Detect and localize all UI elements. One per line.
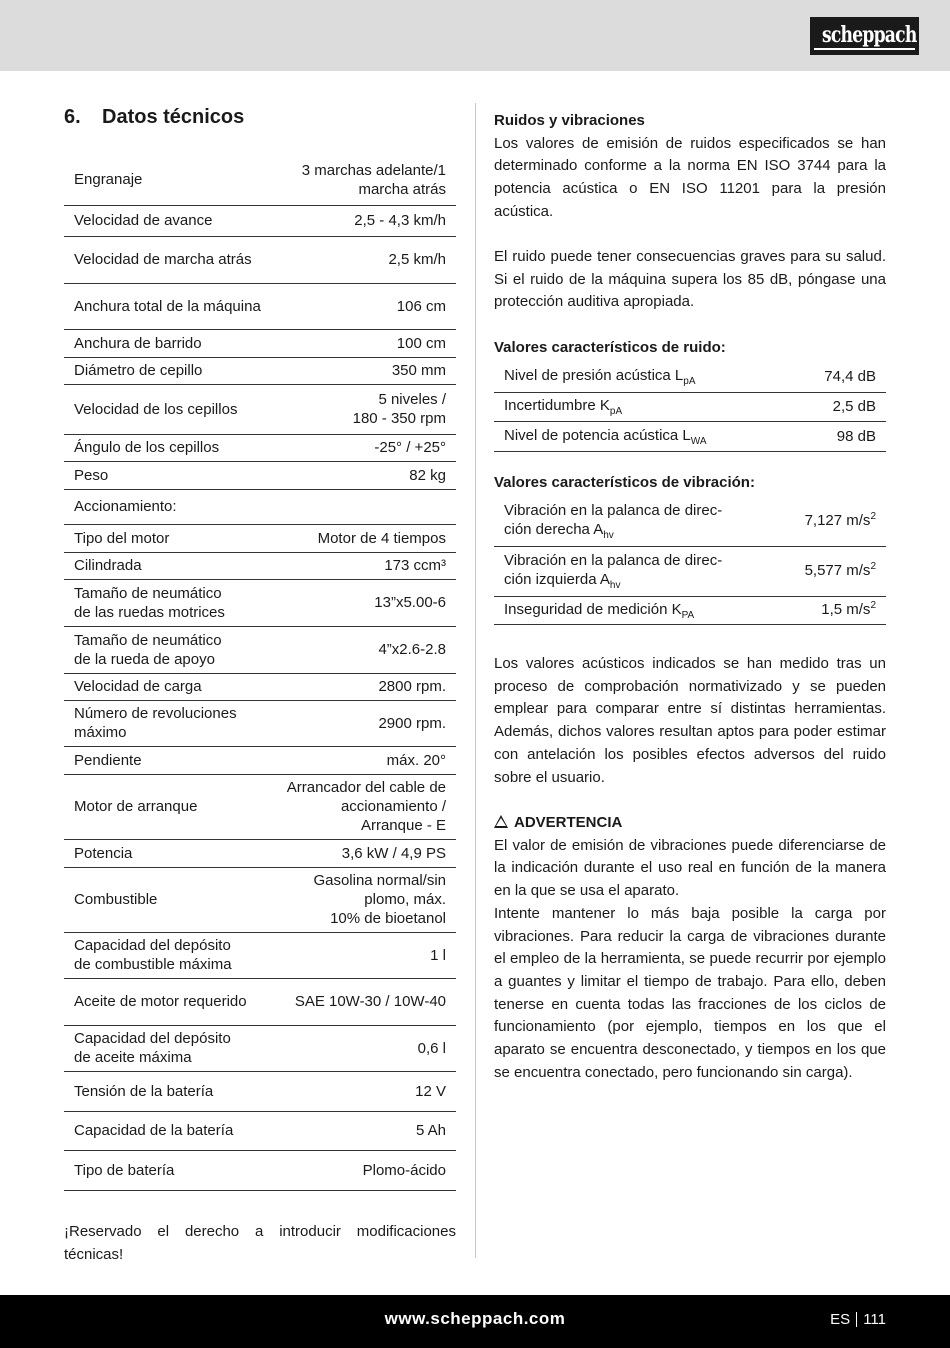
table-row [64, 774, 456, 839]
spec-label: Combustible [64, 867, 264, 932]
table-row [494, 392, 886, 421]
table-row [64, 357, 456, 384]
spec-label: Tipo de batería [64, 1150, 264, 1190]
table-row [64, 978, 456, 1025]
vibration-value-text: 1,5 m/s [821, 600, 871, 618]
spec-label: Potencia [64, 839, 264, 867]
spec-value: 12 V [264, 1071, 456, 1111]
spec-value [264, 384, 456, 434]
table-row [64, 461, 456, 489]
vibration-label-sub: PA [681, 609, 695, 621]
spec-label: Aceite de motor requerido [64, 978, 264, 1025]
spec-label: Tensión de la batería [64, 1071, 264, 1111]
spec-value: 2,5 km/h [264, 236, 456, 283]
spec-label: Velocidad de marcha atrás [64, 236, 264, 283]
noise-label-text: Nivel de presión acústica L [504, 366, 684, 384]
spec-label [64, 626, 264, 673]
table-row [64, 867, 456, 932]
noise-label-sub: pA [609, 406, 623, 417]
spec-value: 3 marchas adelante/1 marcha atrás [264, 155, 456, 205]
spec-label [64, 579, 264, 626]
spec-label: Anchura de barrido [64, 329, 264, 357]
spec-value: Plomo-ácido [264, 1150, 456, 1190]
footer-separator [856, 1312, 857, 1327]
section-number: 6. [64, 106, 81, 128]
spec-label [64, 932, 264, 978]
table-row [64, 236, 456, 283]
spec-value-line: plomo, máx. [364, 891, 446, 908]
table-row [64, 155, 456, 205]
spec-label: Ángulo de los cepillos [64, 434, 264, 461]
spec-value-line: 10% de bioetanol [330, 910, 446, 927]
vibration-label-line: Vibración en la palanca de direc- [504, 502, 723, 520]
table-row [64, 746, 456, 774]
spec-label: Velocidad de avance [64, 205, 264, 236]
spec-value [264, 489, 456, 524]
table-row [64, 489, 456, 524]
vibration-label [494, 596, 754, 624]
table-row [494, 546, 886, 596]
noise-value: 98 dB [754, 421, 886, 451]
table-row [64, 579, 456, 626]
spec-value: 2900 rpm. [264, 700, 456, 746]
vibration-label-sub: hv [603, 530, 614, 542]
table-row [494, 361, 886, 392]
spec-value-line: accionamiento / [340, 798, 446, 815]
noise-paragraph-1: Los valores de emisión de ruidos especificados se han determinado conforme a la norma EN ISO 3744 para la potencia acústica o EN ISO 11201 para la presión acústica. [494, 134, 886, 220]
noise-label-sub: pA [683, 375, 696, 387]
table-row [64, 700, 456, 746]
table-row [64, 626, 456, 673]
table-row [494, 596, 886, 624]
spec-label: Cilindrada [64, 552, 264, 579]
spec-label: Diámetro de cepillo [64, 357, 264, 384]
brand-name: scheppach [821, 22, 917, 48]
spec-label-line: Capacidad del depósito [74, 1030, 231, 1047]
noise-label-text: Nivel de potencia acústica L [504, 426, 691, 444]
page-number: 111 [863, 1311, 886, 1328]
table-row [64, 1150, 456, 1190]
spec-value: 106 cm [264, 283, 456, 329]
vibration-value-text: 5,577 m/s [804, 561, 871, 579]
note-text: ¡Reservado el derecho a introducir modificaciones técnicas! [64, 1223, 456, 1263]
vibration-table-heading: Valores característicos de vibración: [494, 474, 755, 491]
table-row [64, 434, 456, 461]
spec-label: Velocidad de los cepillos [64, 384, 264, 434]
warning-paragraph-1: El valor de emisión de vibraciones puede diferenciarse de la indicación durante el uso real en función de la manera en la que se usa el aparato. [494, 836, 886, 900]
warning-title: ADVERTENCIA [514, 814, 623, 831]
vibration-label-sub: hv [609, 580, 621, 591]
table-row [64, 283, 456, 329]
language-code: ES [830, 1311, 851, 1328]
table-row [64, 1025, 456, 1071]
header-bar [0, 0, 950, 71]
vibration-value [754, 497, 886, 546]
noise-heading: Ruidos y vibraciones [494, 112, 645, 129]
noise-label [494, 361, 754, 392]
spec-label: Motor de arranque [64, 774, 264, 839]
table-row [494, 421, 886, 451]
brand-logo [810, 17, 919, 55]
vibration-value-sup: 2 [870, 560, 876, 572]
warning-paragraph-2: Intente mantener lo más baja posible la carga por vibraciones. Para reducir la carga de vibraciones durante el empleo de la herramienta, se puede recurrir por ejemplo a guantes y limitar el tiempo de trabajo. Para ello, deben tenerse en cuenta todas las fracciones de los ciclos de funcionamiento (por ejemplo, tiempos en los que el aparato se encuentra desconectado, y tiempos en los que se encuentra conectado, pero funcionando sin carga). [494, 904, 886, 1081]
spec-label-line: de aceite máxima [74, 1049, 192, 1066]
spec-label [64, 1025, 264, 1071]
spec-value-line: Arrancador del cable de [286, 779, 446, 796]
table-row [64, 1071, 456, 1111]
spec-value: 100 cm [264, 329, 456, 357]
table-row [64, 552, 456, 579]
spec-value: 13”x5.00-6 [264, 579, 456, 626]
vibration-label [494, 497, 754, 546]
spec-value: 3,6 kW / 4,9 PS [264, 839, 456, 867]
vibration-value-sup: 2 [870, 510, 876, 522]
spec-value: 82 kg [264, 461, 456, 489]
footer-bar [0, 1295, 950, 1348]
spec-label: Pendiente [64, 746, 264, 774]
spec-value: 350 mm [264, 357, 456, 384]
noise-label-sub: WA [690, 435, 707, 447]
noise-label-text: Incertidumbre K [504, 397, 610, 414]
table-row [64, 932, 456, 978]
spec-value: 2,5 - 4,3 km/h [264, 205, 456, 236]
spec-value-line: 5 niveles / [378, 391, 446, 408]
spec-value: 4”x2.6-2.8 [264, 626, 456, 673]
spec-value: -25° / +25° [264, 434, 456, 461]
spec-label-line: de la rueda de apoyo [74, 650, 215, 668]
noise-label [494, 421, 754, 451]
page-indicator [830, 1311, 886, 1328]
vibration-label-line: Vibración en la palanca de direc- [504, 552, 723, 569]
noise-table-heading: Valores característicos de ruido: [494, 339, 726, 356]
table-row [64, 1111, 456, 1150]
spec-value: 1 l [264, 932, 456, 978]
noise-paragraph-2: El ruido puede tener consecuencias graves para su salud. Si el ruido de la máquina supera los 85 dB, póngase una protección auditiva apropiada. [494, 248, 886, 311]
warning-icon [494, 815, 508, 828]
spec-label: Capacidad de la batería [64, 1111, 264, 1150]
footer-url: www.scheppach.com [384, 1309, 566, 1328]
noise-paragraph-3: Los valores acústicos indicados se han medido tras un proceso de comprobación normativizado y se pueden emplear para comparar entre sí distintas herramientas. Además, dichos valores resultan aptos para poder estimar con antelación los posibles efectos adversos del ruido sobre el usuario. [494, 655, 886, 786]
spec-value: Motor de 4 tiempos [264, 524, 456, 552]
table-row [64, 673, 456, 700]
warning-heading [494, 812, 886, 835]
table-row [64, 384, 456, 434]
noise-value: 74,4 dB [754, 361, 886, 392]
spec-label: Engranaje [64, 155, 264, 205]
spec-value-line: 180 - 350 rpm [352, 410, 446, 427]
spec-label: Peso [64, 461, 264, 489]
vibration-value-text: 7,127 m/s [804, 511, 871, 529]
table-row [64, 205, 456, 236]
section-title-text: Datos técnicos [102, 106, 245, 128]
table-row [64, 524, 456, 552]
noise-intro [494, 110, 886, 224]
spec-label-line: Capacidad del depósito [74, 937, 231, 954]
spec-value: SAE 10W-30 / 10W-40 [264, 978, 456, 1025]
spec-table [64, 155, 456, 1191]
logo-underline [814, 48, 915, 50]
spec-value-line: Gasolina normal/sin [313, 872, 446, 889]
spec-label-line: de las ruedas motrices [74, 603, 225, 621]
spec-label: Tipo del motor [64, 524, 264, 552]
section-title [64, 106, 244, 129]
spec-label: Accionamiento: [64, 489, 264, 524]
spec-label: Anchura total de la máquina [64, 283, 264, 329]
noise-label [494, 392, 754, 421]
vibration-value [754, 546, 886, 596]
table-row [64, 839, 456, 867]
spec-label: Velocidad de carga [64, 673, 264, 700]
spec-value: 2800 rpm. [264, 673, 456, 700]
spec-value [264, 774, 456, 839]
spec-label: Número de revoluciones máximo [64, 700, 264, 746]
vibration-label [494, 546, 754, 596]
spec-label-line: Tamaño de neumático [74, 584, 222, 602]
spec-value: 5 Ah [264, 1111, 456, 1150]
vibration-label-line: ción izquierda A [504, 571, 610, 588]
noise-table [494, 361, 886, 452]
table-row [64, 329, 456, 357]
vibration-value [754, 596, 886, 624]
spec-value: 0,6 l [264, 1025, 456, 1071]
warning-block [494, 812, 886, 1084]
spec-value: máx. 20° [264, 746, 456, 774]
spec-value: 173 ccm³ [264, 552, 456, 579]
spec-value [264, 867, 456, 932]
spec-value-line: Arranque - E [360, 817, 446, 834]
vibration-label-line: ción derecha A [504, 521, 604, 539]
vibration-table [494, 497, 886, 625]
spec-label-line: Tamaño de neumático [74, 631, 222, 649]
noise-value: 2,5 dB [754, 392, 886, 421]
spec-label-line: de combustible máxima [74, 956, 232, 973]
table-row [494, 497, 886, 546]
vibration-value-sup: 2 [870, 599, 876, 611]
vibration-label-line: Inseguridad de medición K [504, 600, 682, 618]
column-divider [475, 103, 476, 1258]
